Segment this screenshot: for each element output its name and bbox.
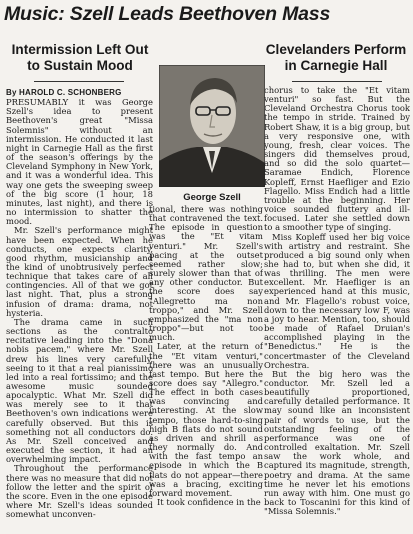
col2-paragraph-3: It took confidence in the [157, 497, 261, 507]
col1-paragraph-1: PRESUMABLY it was George Szell's idea to present Beethoven's great "Missa Solemnis" without an intermission. He conducted it last night in Carnegie Hall as the first of the season's offerings by the Cleveland Symphony in New York, and it was a wonderful idea. This way one gets the sweeping sweep of the big score (1 hour, 18 minutes, last night), and there is no intermission to shatter the mood. [6, 97, 153, 227]
column-2 [149, 205, 263, 532]
col2-paragraph-1: tional, there was nothing that contravened the text. The episode in question was the "Et vitam venturi." Mr. Szell's pacing at the outset seemed rather slow; surely slower than that of any other conductor. But the score does say "Allegretto ma non troppo," and Mr. Szell emphasized the "ma non troppo"—but not too much. [149, 205, 263, 343]
left-subhead-line-2: to Sustain Mood [27, 58, 133, 73]
col3-paragraph-1: chorus to take the "Et vitam venturi" so fast. But the Cleveland Orchestra Chorus took the tempo in stride. Trained by Robert Shaw, it is a big group, but a very responsive one, with young, fresh, clear voices. The singers did themselves proud, and so did the solo quartet—Saramae Endich, Florence Kopleff, Ernst Haefliger and Ezio Flagello. Miss Endich had a little trouble at the beginning. Her voice sounded fluttery and ill-focused. Later she settled down to a smoother type of singing. [264, 86, 410, 233]
portrait-image [159, 65, 265, 187]
right-subhead-rule [292, 81, 382, 82]
col1-paragraph-3: The drama came in such sections as the contralto recitative leading into the "Dona nobis pacem," where Mr. Szell drew his lines very carefully, seeing to it that a real pianissimo led into a real fortissimo; and the awesome music sounded apocalyptic. What Mr. Szell did was merely see to it that Beethoven's own indications were carefully observed. But this is something not all conductors do. As Mr. Szell conceived and executed the section, it had an overwhelming impact. [6, 316, 153, 465]
headline: Music: Szell Leads Beethoven Mass [4, 3, 331, 25]
george-szell-photo [159, 65, 265, 187]
col1-paragraph-4: Throughout the performance there was no measure that did not follow the letter and the spirit of the score. Even in the one episode where Mr. Szell's ideas sounded somewhat unconven- [6, 463, 153, 520]
col1-paragraph-2: Mr. Szell's performance might have been expected. When he conducts, one expects clarity, good rhythm, musicianship and the kind of unobtrusively perfect technique that takes care of all contingencies. All of that we got last night. That, plus a strong infusion of drama: drama, not hysteria. [6, 225, 153, 318]
column-1 [6, 88, 153, 532]
right-subhead [262, 42, 410, 74]
col3-paragraph-2: Miss Kopleff used her big voice with artistry and restraint. She produced a big sound only when she had to, but when she did, it was thrilling. The men were excellent. Mr. Haefliger is an experienced hand at this music, and Mr. Flagello's robust voice, down to the necessary low F, was a joy to hear. Mention, too, should be made of Rafael Druian's accomplished playing in the "Benedictus." He is the concertmaster of the Cleveland Orchestra. [264, 231, 410, 370]
right-subhead-line-1: Clevelanders Perform [265, 42, 407, 57]
left-subhead-rule [34, 81, 124, 82]
byline: By HAROLD C. SCHONBERG [6, 88, 122, 97]
column-3 [264, 86, 410, 532]
photo-caption: George Szell [183, 192, 241, 203]
left-subhead [6, 42, 154, 74]
left-subhead-line-1: Intermission Left Out [11, 42, 149, 57]
right-subhead-line-2: in Carnegie Hall [284, 58, 388, 73]
col2-paragraph-2: Later, at the return of the "Et vitam venturi," there was an unusually fast tempo. But here the score does say "Allegro." The effect in both cases was convincing and interesting. At the slow tempo, those hard-to-sing high B flats do not sound as driven and shrill as they normally do. And with the fast tempo an episode in which the B flats do not appear—there was a bracing, exciting forward movement. [149, 341, 263, 498]
col3-paragraph-3: But the big hero was the conductor. Mr. Szell led a beautifully proportioned, carefully detailed performance. It may sound like an inconsistent pair of words to use, but the outstanding feeling of the performance was one of controlled exaltation. Mr. Szell saw the work whole, and captured its magnitude, strength, poetry and drama. At the same time he never let his emotions run away with him. One must go back to Toscanini for this kind of "Missa Solemnis." [264, 368, 410, 517]
